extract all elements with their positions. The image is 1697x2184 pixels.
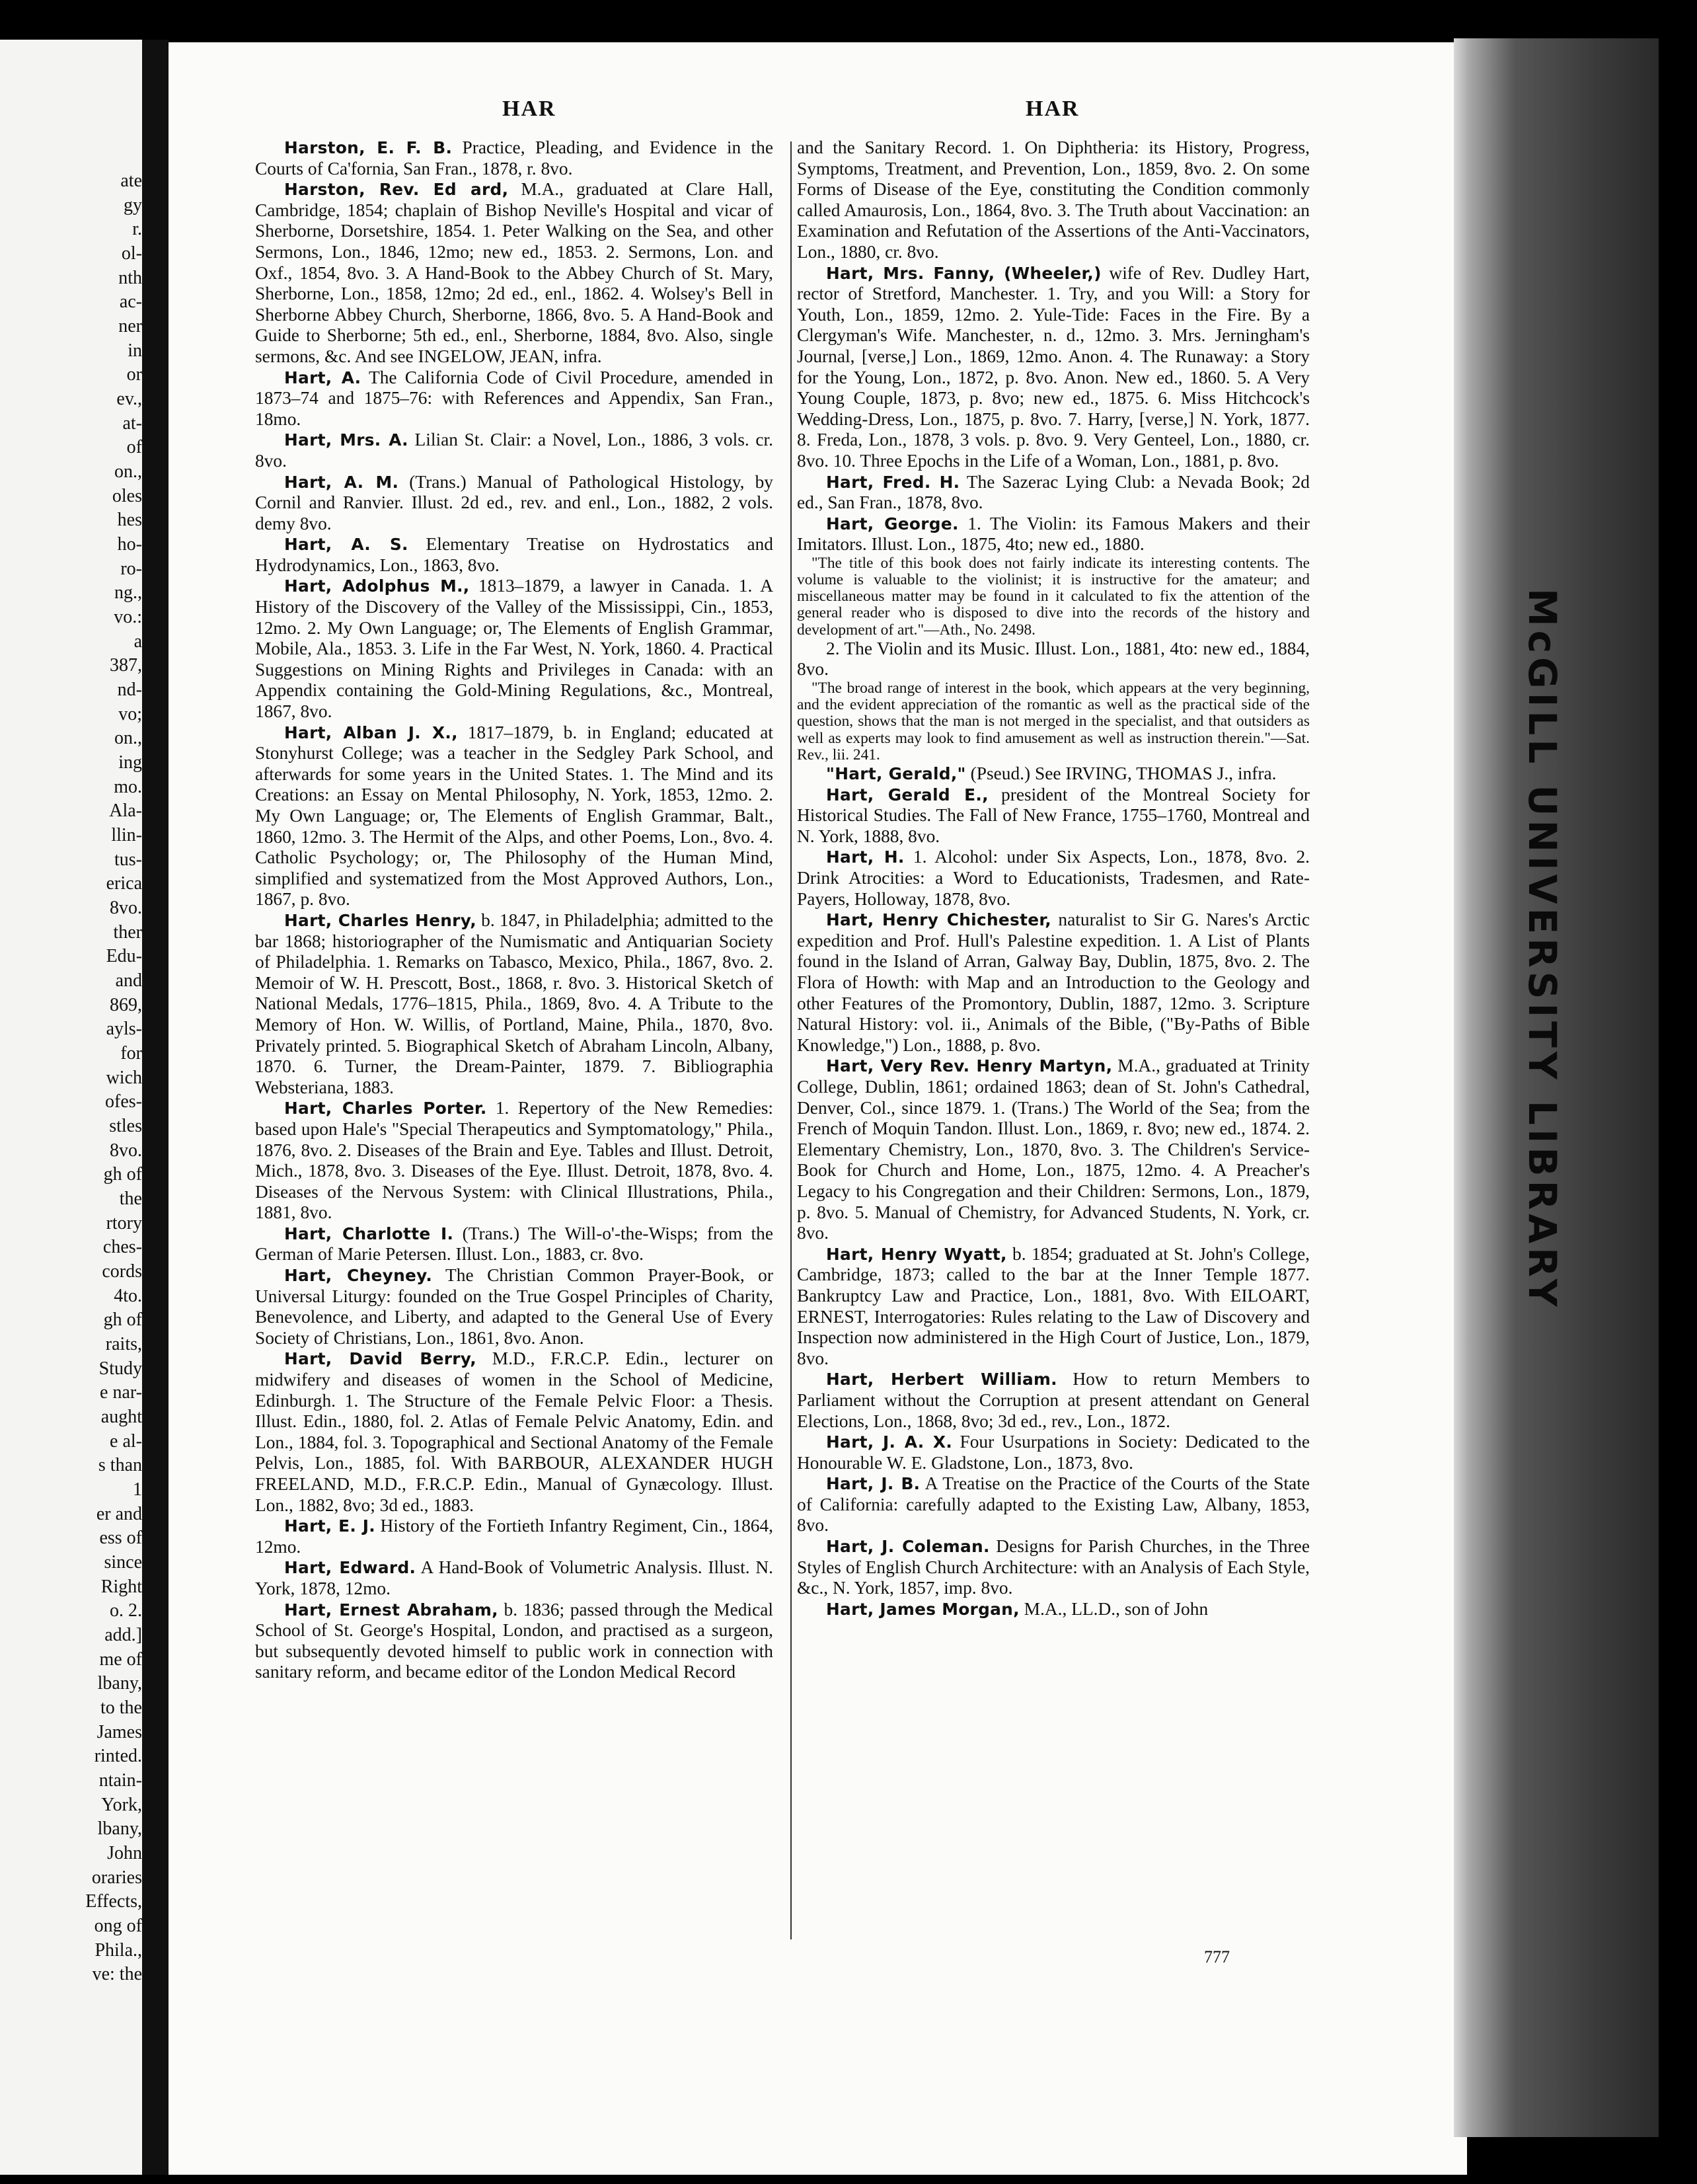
prev-page-text-fragment: Right: [100, 1576, 142, 1597]
prev-page-text-fragment: nth: [118, 267, 142, 288]
prev-page-text-fragment: ho-: [117, 534, 142, 555]
prev-page-text-fragment: gh of: [103, 1309, 142, 1331]
bibliography-entry: [797, 1432, 1310, 1473]
right-column: [797, 137, 1310, 1619]
bibliography-entry: [797, 1244, 1310, 1370]
prev-page-text-fragment: since: [104, 1552, 142, 1573]
prev-page-text-fragment: gh of: [103, 1164, 142, 1185]
entry-text: How to return Members to Parliament without the Corruption at present attendant on General Elections, Lon., 1868, 8vo; 3d ed., rev., Lon., 1872.: [797, 1369, 1310, 1431]
bibliography-entry: [255, 1516, 773, 1557]
prev-page-text-fragment: Study: [98, 1358, 142, 1379]
running-head-left: HAR: [502, 97, 556, 121]
prev-page-text-fragment: in: [128, 340, 142, 361]
entry-text: Lilian St. Clair: a Novel, Lon., 1886, 3 vols. cr. 8vo.: [255, 430, 774, 471]
prev-page-text-fragment: lbany,: [97, 1818, 142, 1840]
bibliography-entry: [255, 534, 773, 576]
prev-page-text-fragment: at-: [122, 412, 142, 434]
bibliography-entry: [255, 368, 773, 430]
prev-page-text-fragment: ate: [120, 171, 142, 191]
prev-page-text-fragment: ac-: [119, 292, 142, 313]
prev-page-text-fragment: for: [120, 1043, 142, 1064]
prev-page-text-fragment: o. 2.: [110, 1600, 142, 1621]
prev-page-text-fragment: stles: [109, 1116, 142, 1136]
entry-headword: Hart, Charles Henry,: [284, 910, 476, 930]
prev-page-text-fragment: ess of: [99, 1528, 142, 1549]
entry-text: Designs for Parish Churches, in the Three Styles of English Church Architecture: with an Analysis of Each Style, &c., N. York, 1857, imp. 8vo.: [797, 1536, 1310, 1598]
entry-text: and the Sanitary Record. 1. On Diphtheria: its History, Progress, Symptoms, Treatment, and Prevention, Lon., 1859, 8vo. 2. On some Forms of Disease of the Eye, constituting the Condition commonly called Amaurosis, Lon., 1864, 8vo. 3. The Truth about Vaccination: an Examination and Refutation of the Assertions of the Anti-Vaccinators, Lon., 1880, cr. 8vo.: [797, 137, 1310, 262]
entry-headword: Hart, Charlotte I.: [284, 1224, 454, 1243]
entry-headword: Hart, Henry Wyatt,: [826, 1244, 1007, 1264]
entry-headword: Hart, J. B.: [826, 1474, 921, 1494]
entry-text: b. 1836; passed through the Medical School of St. George's Hospital, London, and practised as a surgeon, but subsequently devoted himself to public work in connection with sanitary reform, and became editor of the London Medical Record: [255, 1599, 773, 1682]
page-number: 777: [1204, 1947, 1230, 1967]
entry-headword: Hart, H.: [826, 847, 905, 867]
entry-text: M.D., F.R.C.P. Edin., lecturer on midwifery and diseases of women in the School of Medicine, Edinburgh. 1. The Structure of the Female Pelvic Floor: a Thesis. Illust. Edin., 1880, fol. 2. Atlas of Female Pelvic Anatomy, Edin. and Lon., 1884, fol. 3. Topographical and Sectional Anatomy of the Female Pelvis, Lon., 1885, fol. With BARBOUR, ALEXANDER HUGH FREELAND, M.D., F.R.C.P. Edin., Manual of Gynæcology. Illust. Lon., 1882, 8vo; 3d ed., 1883.: [255, 1348, 774, 1515]
entry-text: History of the Fortieth Infantry Regiment, Cin., 1864, 12mo.: [255, 1516, 773, 1557]
prev-page-text-fragment: Edu-: [106, 946, 142, 967]
prev-page-text-fragment: ro-: [120, 558, 142, 579]
prev-page-text-fragment: hes: [117, 510, 142, 531]
entry-headword: Hart, Mrs. Fanny, (Wheeler,): [826, 263, 1102, 283]
entry-headword: Hart, Ernest Abraham,: [284, 1600, 498, 1619]
entry-text: 1. Repertory of the New Remedies: based upon Hale's "Special Therapeutics and Symptomatology," Phila., 1876, 8vo. 2. Diseases of the Brain and Eye. Tables and Illust. Detroit, Mich., 1878, 8vo. 3. Diseases of the Eye. Illust. Detroit, 1878, 8vo. 4. Diseases of the Nervous System: with Clinical Illustrations, Phila., 1881, 8vo.: [255, 1098, 773, 1223]
prev-page-text-fragment: nd-: [117, 680, 142, 700]
entry-text: A Treatise on the Practice of the Courts of the State of California: carefully adapted to the Existing Law, Albany, 1853, 8vo.: [797, 1473, 1310, 1536]
prev-page-text-fragment: ches-: [102, 1237, 142, 1258]
entry-paragraph: [797, 639, 1310, 680]
bibliography-entry: [255, 430, 773, 471]
bibliography-entry: [797, 1536, 1310, 1599]
bibliography-entry: [797, 847, 1310, 910]
entry-headword: Hart, Henry Chichester,: [826, 910, 1051, 930]
entry-headword: Hart, Mrs. A.: [284, 430, 408, 450]
prev-page-text-fragment: cords: [102, 1261, 142, 1282]
entry-headword: Hart, Charles Porter.: [284, 1099, 487, 1118]
prev-page-text-fragment: James: [96, 1721, 142, 1742]
prev-page-text-fragment: York,: [101, 1794, 142, 1815]
entry-headword: Hart, J. Coleman.: [826, 1537, 990, 1557]
entry-text: "The broad range of interest in the book, which appears at the very beginning, and the evident appreciation of the romantic as well as the practical side of the question, shows that the man is not merged in the specialist, and that outsiders as well as experts may look to find amusement as well as instruction therein."—Sat. Rev., lii. 241.: [797, 680, 1310, 763]
bibliography-entry: [255, 910, 773, 1098]
prev-page-text-fragment: on.,: [114, 461, 142, 482]
previous-page-fragment: [0, 40, 142, 2175]
entry-text: naturalist to Sir G. Nares's Arctic expedition and Prof. Hull's Palestine expedition. 1. A List of Plants found in the Island of Arran, Galway Bay, Dublin, 1875, 8vo. 2. The Flora of Howth: with Map and an Introduction to the Geology and other Features of the Promontory, Dublin, 1887, 12mo. 3. Scripture Natural History: vol. ii., Animals of the Bible, ("By-Paths of Bible Knowledge,") Lon., 1888, p. 8vo.: [797, 910, 1310, 1055]
prev-page-text-fragment: vo.:: [114, 607, 142, 627]
entry-text: A Hand-Book of Volumetric Analysis. Illust. N. York, 1878, 12mo.: [255, 1557, 773, 1598]
prev-page-text-fragment: John: [107, 1843, 142, 1863]
entry-text: 1813–1879, a lawyer in Canada. 1. A History of the Discovery of the Valley of the Mississippi, Cin., 1853, 12mo. 2. My Own Language; or, The Elements of English Grammar, Mobile, Ala., 1853. 3. Life in the Far West, N. York, 1860. 4. Practical Suggestions on Mining Rights and Privileges in Canada: with an Appendix containing the Gold-Mining Regulations, &c., Montreal, 1867, 8vo.: [255, 576, 773, 722]
bibliography-entry: [255, 1557, 773, 1599]
prev-page-text-fragment: r.: [132, 219, 142, 240]
prev-page-text-fragment: e nar-: [100, 1382, 142, 1403]
entry-headword: Hart, E. J.: [284, 1516, 375, 1536]
bibliography-entry: [797, 1599, 1310, 1620]
prev-page-text-fragment: ol-: [121, 243, 142, 264]
entry-headword: Hart, A.: [284, 368, 361, 387]
entry-headword: Hart, J. A. X.: [826, 1432, 953, 1452]
entry-headword: Hart, Adolphus M.,: [284, 576, 470, 596]
entry-text: M.A., graduated at Clare Hall, Cambridge, 1854; chaplain of Bishop Neville's Hospital and vicar of Sherborne, Dorsetshire, 1854. 1. Peter Walking on the Sea, and other Sermons, Lon., 1846, 12mo; new ed., 1853. 2. Sermons, Lon. and Oxf., 1854, 8vo. 3. A Hand-Book to the Abbey Church of St. Mary, Sherborne, Lon., 1858, 12mo; 2d ed., enl., 1862. 4. Wolsey's Bell in Sherborne Abbey Church, Sherborne, 1866, 8vo. 5. A Hand-Book and Guide to Sherborne; 5th ed., enl., Sherborne, 1884, 8vo. Also, single sermons, &c. And see INGELOW, JEAN, infra.: [255, 179, 773, 366]
bibliography-entry: [255, 179, 773, 367]
bibliography-entry: [255, 472, 773, 535]
review-quote: [797, 555, 1310, 639]
prev-page-text-fragment: ayls-: [106, 1019, 142, 1040]
prev-page-text-fragment: 869,: [110, 994, 142, 1015]
entry-headword: Hart, Cheyney.: [284, 1266, 433, 1286]
entry-text: 1. Alcohol: under Six Aspects, Lon., 1878, 8vo. 2. Drink Atrocities: a Word to Educationists, Tradesmen, and Rate-Payers, Holloway, 1878, 8vo.: [797, 847, 1310, 909]
bibliography-entry: [797, 763, 1310, 785]
prev-page-text-fragment: gy: [124, 194, 142, 215]
prev-page-text-fragment: Effects,: [85, 1891, 142, 1912]
entry-text: Elementary Treatise on Hydrostatics and Hydrodynamics, Lon., 1863, 8vo.: [255, 534, 773, 575]
entry-text: The California Code of Civil Procedure, amended in 1873–74 and 1875–76: with References and Appendix, San Fran., 18mo.: [255, 367, 773, 429]
entry-headword: Hart, Edward.: [284, 1558, 416, 1578]
entry-text: The Sazerac Lying Club: a Nevada Book; 2d ed., San Fran., 1878, 8vo.: [797, 471, 1310, 513]
bibliography-entry: [797, 514, 1310, 555]
left-column: [255, 137, 773, 1683]
prev-page-text-fragment: ofes-: [105, 1091, 142, 1112]
prev-page-text-fragment: a: [133, 631, 142, 652]
bibliography-entry: [797, 785, 1310, 847]
prev-page-text-fragment: llin-: [111, 825, 142, 845]
prev-page-text-fragment: oraries: [91, 1867, 142, 1888]
bibliography-entry: [255, 1348, 773, 1516]
entry-headword: Hart, A. S.: [284, 535, 408, 555]
prev-page-text-fragment: ev.,: [116, 389, 142, 409]
entry-headword: Harston, E. F. B.: [284, 138, 453, 157]
entry-text: (Pseud.) See IRVING, THOMAS J., infra.: [965, 763, 1277, 784]
entry-text: M.A., LL.D., son of John: [1019, 1598, 1209, 1619]
bibliography-entry: [255, 722, 773, 910]
bibliography-entry: [797, 472, 1310, 514]
entry-headword: Hart, David Berry,: [284, 1349, 477, 1369]
prev-page-text-fragment: ntain-: [98, 1770, 142, 1791]
prev-page-text-fragment: oles: [112, 485, 142, 506]
entry-text: 2. The Violin and its Music. Illust. Lon., 1881, 4to: new ed., 1884, 8vo.: [797, 638, 1310, 680]
entry-headword: Hart, A. M.: [284, 472, 399, 492]
prev-page-text-fragment: Phila.,: [94, 1939, 142, 1961]
bibliography-entry: [797, 263, 1310, 472]
entry-text: wife of Rev. Dudley Hart, rector of Stretford, Manchester. 1. Try, and you Will: a Story for Youth, Lon., 1859, 12mo. 2. Yule-Tide: Faces in the Fire. By a Clergyman's Wife. Manchester, n. d., 12mo. 3. Mrs. Jerningham's Journal, [verse,] Lon., 1869, 12mo. Anon. 4. The Runaway: a Story for the Young, Lon., 1872, p. 8vo. Anon. New ed., 1860. 5. A Very Young Couple, 1873, p. 8vo; new ed., 1875. 6. Miss Hitchcock's Wedding-Dress, Lon., 1875, p. 8vo. 7. Harry, [verse,] N. York, 1877. 8. Freda, Lon., 1878, 3 vols. p. 8vo. 9. Very Genteel, Lon., 1880, cr. 8vo. 10. Three Epochs in the Life of a Woman, Lon., 1881, p. 8vo.: [797, 262, 1310, 471]
entry-continuation: [797, 137, 1310, 263]
book-gutter: [142, 40, 169, 2175]
prev-page-text-fragment: 387,: [110, 655, 142, 676]
entry-text: b. 1854; graduated at St. John's College, Cambridge, 1873; called to the bar at the Inner Temple 1877. Bankruptcy Law and Practice, Lon., 1881, 8vo. With EILOART, ERNEST, Interrogatories: Rules relating to the Law of Discovery and Inspection now administered in the High Court of Justice, Lon., 1879, 8vo.: [797, 1243, 1310, 1368]
prev-page-text-fragment: on.,: [114, 728, 142, 749]
entry-text: The Christian Common Prayer-Book, or Universal Liturgy: founded on the True Gospel Principles of Charity, Benevolence, and Liberty, and adapted to the General Use of Every Society of Christians, Lon., 1861, 8vo. Anon.: [255, 1265, 773, 1348]
entry-text: Practice, Pleading, and Evidence in the Courts of Ca'fornia, San Fran., 1878, r. 8vo.: [255, 137, 773, 178]
scan-top-border: [0, 0, 1697, 46]
prev-page-text-fragment: of: [126, 437, 142, 458]
bibliography-entry: [797, 1369, 1310, 1432]
entry-headword: Hart, Fred. H.: [826, 472, 960, 492]
prev-page-text-fragment: rinted.: [94, 1746, 142, 1767]
column-divider: [790, 141, 792, 1939]
prev-page-text-fragment: wich: [106, 1067, 142, 1088]
prev-page-text-fragment: ve: the: [92, 1964, 142, 1985]
entry-text: (Trans.) Manual of Pathological Histology, by Cornil and Ranvier. Illust. 2d ed., rev. and enl., Lon., 1882, 2 vols. demy 8vo.: [255, 471, 773, 533]
prev-page-text-fragment: vo;: [118, 703, 142, 724]
prev-page-text-fragment: ing: [118, 752, 142, 773]
prev-page-text-fragment: ng.,: [114, 582, 142, 604]
prev-page-text-fragment: and: [115, 970, 142, 991]
prev-page-text-fragment: s than: [98, 1455, 142, 1476]
entry-text: 1817–1879, b. in England; educated at Stonyhurst College; was a teacher in the Sedgley Park School, and afterwards for some years in the United States. 1. The Mind and its Creations: an Essay on Mental Philosophy, N. York, 1853, 12mo. 2. My Own Language; or, The Elements of English Grammar, Balt., 1860, 12mo. 3. The Hermit of the Alps, and other Poems, Lon., 8vo. 4. Catholic Psychology; or, The Philosophy of the Human Mind, simplified and systematized from the Most Approved Authors, Lon., 1867, p. 8vo.: [255, 722, 774, 910]
prev-page-text-fragment: 1: [133, 1479, 142, 1500]
bibliography-entry: [255, 1224, 773, 1265]
bibliography-entry: [797, 1056, 1310, 1243]
bibliography-entry: [255, 137, 773, 179]
prev-page-text-fragment: rtory: [106, 1212, 142, 1233]
prev-page-text-fragment: er and: [96, 1503, 142, 1524]
running-head-right: HAR: [1026, 97, 1080, 121]
prev-page-text-fragment: add.]: [104, 1625, 142, 1645]
prev-page-text-fragment: ong of: [94, 1916, 142, 1936]
prev-page-text-fragment: raits,: [105, 1334, 142, 1354]
entry-text: Four Usurpations in Society: Dedicated to the Honourable W. E. Gladstone, Lon., 1873, 8vo.: [797, 1432, 1310, 1473]
review-quote: [797, 680, 1310, 763]
entry-headword: Hart, Herbert William.: [826, 1370, 1057, 1389]
prev-page-text-fragment: ther: [113, 921, 142, 943]
prev-page-text-fragment: e al-: [110, 1430, 142, 1452]
entry-headword: Hart, Gerald E.,: [826, 785, 989, 804]
entry-text: M.A., graduated at Trinity College, Dublin, 1861; ordained 1863; dean of St. John's Cathedral, Denver, Col., since 1879. 1. (Trans.) The World of the Sea; from the French of Moquin Tandon. Illust. Lon., 1869, r. 8vo; new ed., 1874. 2. Elementary Chemistry, Lon., 1870, 8vo. 3. The Children's Service-Book for Church and Home, Lon., 1875, 12mo. 4. A Preacher's Legacy to his Congregation and their Children: Sermons, Lon., 1879, p. 8vo. 5. Manual of Chemistry, for Advanced Students, N. York, cr. 8vo.: [797, 1056, 1310, 1243]
bibliography-entry: [255, 1600, 773, 1683]
entry-text: b. 1847, in Philadelphia; admitted to the bar 1868; historiographer of the Numismatic and Antiquarian Society of Philadelphia. 1. Remarks on Tabasco, Mexico, Phila., 1867, 8vo. 2. Memoir of W. H. Prescott, Bost., 1868, r. 8vo. 3. Historical Sketch of National Medals, 1776–1815, Phila., 1869, 8vo. 4. A Tribute to the Memory of Hon. W. Willis, of Portland, Maine, Phila., 1870, 8vo. Privately printed. 5. Biographical Sketch of Abraham Lincoln, Albany, 1870. 6. Turner, the Dream-Painter, 1879. 7. Bibliographia Websteriana, 1883.: [255, 910, 773, 1097]
prev-page-text-fragment: mo.: [114, 776, 142, 797]
prev-page-text-fragment: Ala-: [109, 800, 142, 822]
bibliography-entry: [255, 576, 773, 722]
prev-page-text-fragment: or: [126, 364, 142, 385]
entry-headword: "Hart, Gerald,": [826, 764, 966, 784]
prev-page-text-fragment: erica: [106, 873, 142, 894]
entry-headword: Hart, Alban J. X.,: [284, 722, 458, 742]
bibliography-entry: [797, 1473, 1310, 1536]
prev-page-text-fragment: to the: [100, 1697, 142, 1718]
entry-text: president of the Montreal Society for Historical Studies. The Fall of New France, 1755–1760, Montreal and N. York, 1888, 8vo.: [797, 784, 1310, 846]
entry-headword: Hart, James Morgan,: [826, 1599, 1020, 1619]
entry-text: "The title of this book does not fairly indicate its interesting contents. The volume is valuable to the violinist; it is instructive for the amateur; and miscellaneous matter may be found in it calculated to fix the attention of the general reader who is disposed to dive into the records of the history and development of art."—Ath., No. 2498.: [797, 554, 1310, 639]
prev-page-text-fragment: aught: [100, 1407, 142, 1427]
bibliography-entry: [255, 1098, 773, 1224]
entry-headword: Harston, Rev. Ed ard,: [284, 180, 509, 200]
bibliography-entry: [255, 1265, 773, 1348]
spine-library-label: McGILL UNIVERSITY LIBRARY: [1520, 588, 1565, 1311]
prev-page-text-fragment: tus-: [114, 849, 142, 870]
prev-page-text-fragment: the: [119, 1189, 142, 1209]
entry-headword: Hart, George.: [826, 514, 959, 533]
prev-page-text-fragment: 8vo.: [110, 1140, 142, 1161]
prev-page-text-fragment: lbany,: [97, 1673, 142, 1694]
prev-page-text-fragment: me of: [99, 1649, 142, 1670]
bibliography-entry: [797, 910, 1310, 1056]
prev-page-text-fragment: 4to.: [114, 1285, 142, 1306]
entry-headword: Hart, Very Rev. Henry Martyn,: [826, 1056, 1113, 1076]
entry-text: (Trans.) The Will-o'-the-Wisps; from the German of Marie Petersen. Illust. Lon., 1883, cr. 8vo.: [255, 1223, 773, 1265]
entry-text: 1. The Violin: its Famous Makers and their Imitators. Illust. Lon., 1875, 4to; new ed., 1880.: [797, 513, 1310, 555]
prev-page-text-fragment: 8vo.: [110, 898, 142, 918]
prev-page-text-fragment: ner: [118, 316, 142, 336]
